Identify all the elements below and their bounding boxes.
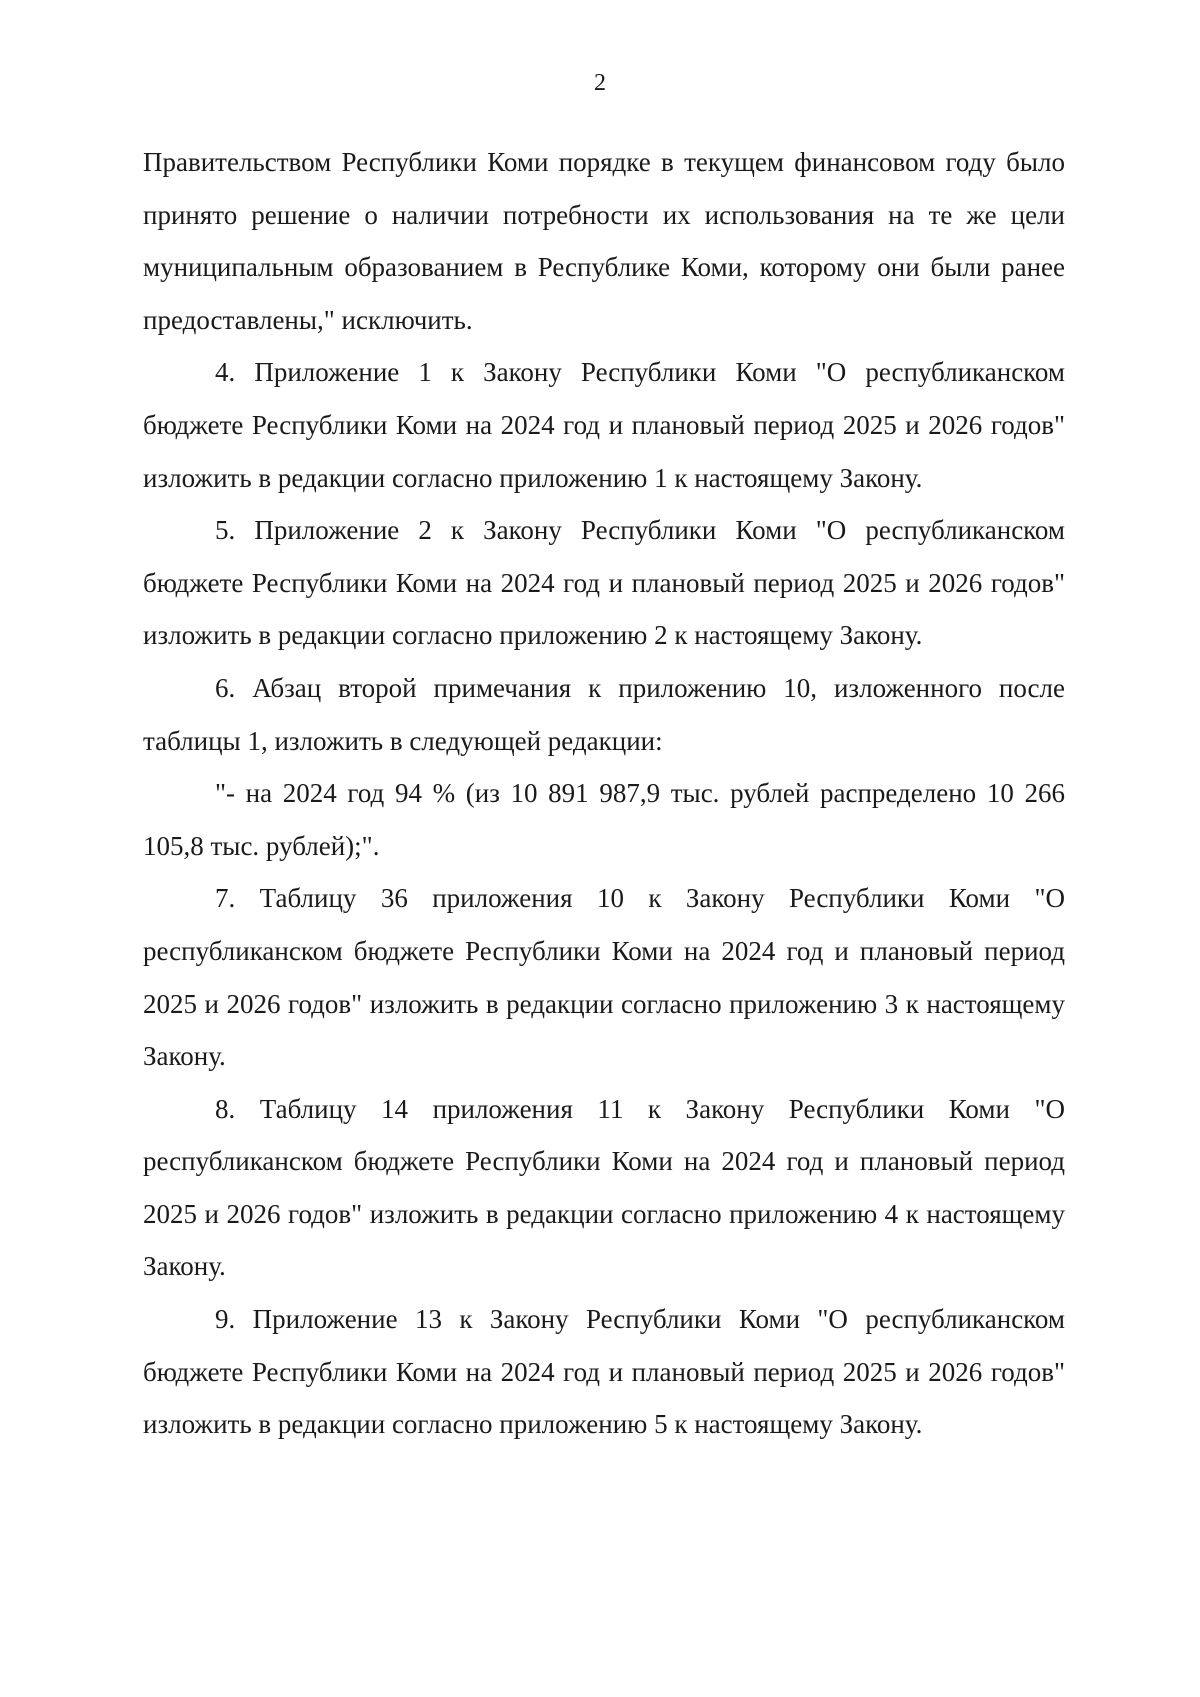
- document-body: [143, 136, 1065, 1451]
- paragraph-item-5: 5. Приложение 2 к Закону Республики Коми "О республиканском бюджете Республики Коми на 2024 год и плановый период 2025 и 2026 годов" изложить в редакции согласно приложению 2 к настоящему Закону.: [143, 515, 1065, 651]
- paragraph-item-8: 8. Таблицу 14 приложения 11 к Закону Республики Коми "О республиканском бюджете Республики Коми на 2024 год и плановый период 2025 и 2026 годов" изложить в редакции согласно приложению 4 к настоящему Закону.: [143, 1093, 1065, 1282]
- paragraph-item-9: 9. Приложение 13 к Закону Республики Коми "О республиканском бюджете Республики Коми на 2024 год и плановый период 2025 и 2026 годов" изложить в редакции согласно приложению 5 к настоящему Закону.: [143, 1304, 1065, 1440]
- page-number: 2: [594, 70, 606, 96]
- paragraph-item-4: 4. Приложение 1 к Закону Республики Коми "О республиканском бюджете Республики Коми на 2024 год и плановый период 2025 и 2026 годов" изложить в редакции согласно приложению 1 к настоящему Закону.: [143, 357, 1065, 493]
- paragraph-continuation: Правительством Республики Коми порядке в текущем финансовом году было принято решение о наличии потребности их использования на те же цели муниципальным образованием в Республике Коми, которому они были ранее предоставлены," исключить.: [143, 147, 1065, 335]
- paragraph-item-7: 7. Таблицу 36 приложения 10 к Закону Республики Коми "О республиканском бюджете Республики Коми на 2024 год и плановый период 2025 и 2026 годов" изложить в редакции согласно приложению 3 к настоящему Закону.: [143, 883, 1065, 1072]
- paragraph-item-6: 6. Абзац второй примечания к приложению 10, изложенного после таблицы 1, изложить в следующей редакции:: [143, 672, 1065, 756]
- paragraph-item-6-quote: "- на 2024 год 94 % (из 10 891 987,9 тыс. рублей распределено 10 266 105,8 тыс. рублей);".: [143, 778, 1065, 861]
